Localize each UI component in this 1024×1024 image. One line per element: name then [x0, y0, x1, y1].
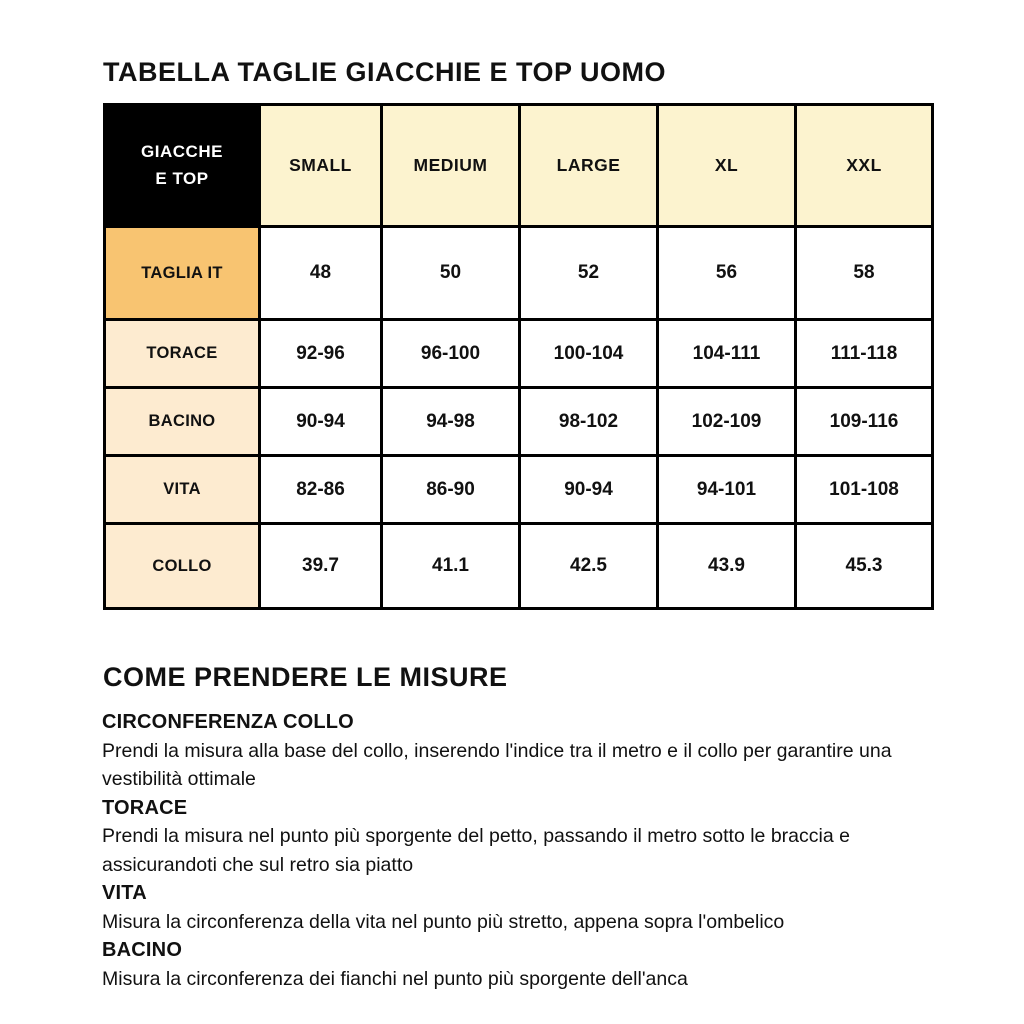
column-header-medium: MEDIUM: [382, 105, 520, 227]
size-table: [103, 103, 934, 610]
cell-collo-small: 39.7: [260, 524, 382, 609]
instruction-heading-torace: TORACE: [102, 796, 188, 819]
cell-torace-small: 92-96: [260, 320, 382, 388]
row-label-bacino: BACINO: [105, 388, 260, 456]
row-label-torace: TORACE: [105, 320, 260, 388]
cell-bacino-medium: 94-98: [382, 388, 520, 456]
corner-line2: E TOP: [155, 168, 209, 188]
cell-bacino-xl: 102-109: [658, 388, 796, 456]
row-label-taglia-it: TAGLIA IT: [105, 227, 260, 320]
cell-collo-medium: 41.1: [382, 524, 520, 609]
corner-cell: [105, 105, 260, 227]
instruction-text-vita: Misura la circonferenza della vita nel punto più stretto, appena sopra l'ombelico: [102, 910, 785, 933]
column-header-large: LARGE: [520, 105, 658, 227]
instruction-heading-collo: CIRCONFERENZA COLLO: [102, 711, 354, 733]
cell-torace-large: 100-104: [520, 320, 658, 388]
cell-vita-xl: 94-101: [658, 456, 796, 524]
cell-collo-xl: 43.9: [658, 524, 796, 609]
cell-collo-xxl: 45.3: [796, 524, 933, 609]
cell-taglia-xl: 56: [658, 227, 796, 320]
cell-bacino-xxl: 109-116: [796, 388, 933, 456]
cell-torace-xl: 104-111: [658, 320, 796, 388]
column-header-xxl: XXL: [796, 105, 933, 227]
table-row-torace: [105, 320, 933, 388]
column-header-xl: XL: [658, 105, 796, 227]
cell-torace-xxl: 111-118: [796, 320, 933, 388]
table-row-bacino: [105, 388, 933, 456]
cell-bacino-small: 90-94: [260, 388, 382, 456]
cell-torace-medium: 96-100: [382, 320, 520, 388]
cell-vita-xxl: 101-108: [796, 456, 933, 524]
column-header-small: SMALL: [260, 105, 382, 227]
table-row-taglia-it: [105, 227, 933, 320]
row-label-vita: VITA: [105, 456, 260, 524]
instruction-heading-bacino: BACINO: [102, 939, 183, 961]
cell-vita-small: 82-86: [260, 456, 382, 524]
section-title-measure: COME PRENDERE LE MISURE: [103, 662, 508, 692]
cell-taglia-small: 48: [260, 227, 382, 320]
cell-taglia-medium: 50: [382, 227, 520, 320]
cell-vita-large: 90-94: [520, 456, 658, 524]
cell-taglia-xxl: 58: [796, 227, 933, 320]
cell-taglia-large: 52: [520, 227, 658, 320]
instruction-text-bacino: Misura la circonferenza dei fianchi nel punto più sporgente dell'anca: [102, 967, 688, 990]
instruction-text-collo: Prendi la misura alla base del collo, inserendo l'indice tra il metro e il collo per garantire una vestibilità ottimale: [102, 739, 892, 790]
table-header-row: [105, 105, 933, 227]
row-label-collo: COLLO: [105, 524, 260, 609]
table-row-vita: [105, 456, 933, 524]
corner-line1: GIACCHE: [141, 142, 223, 162]
cell-collo-large: 42.5: [520, 524, 658, 609]
table-row-collo: [105, 524, 933, 609]
cell-vita-medium: 86-90: [382, 456, 520, 524]
page-title: TABELLA TAGLIE GIACCHIE E TOP UOMO: [103, 57, 667, 87]
instruction-text-torace: Prendi la misura nel punto più sporgente del petto, passando il metro sotto le braccia e assicurandoti che sul retro sia piatto: [102, 825, 850, 876]
instruction-heading-vita: VITA: [102, 882, 147, 904]
measure-instructions: [102, 708, 950, 993]
cell-bacino-large: 98-102: [520, 388, 658, 456]
